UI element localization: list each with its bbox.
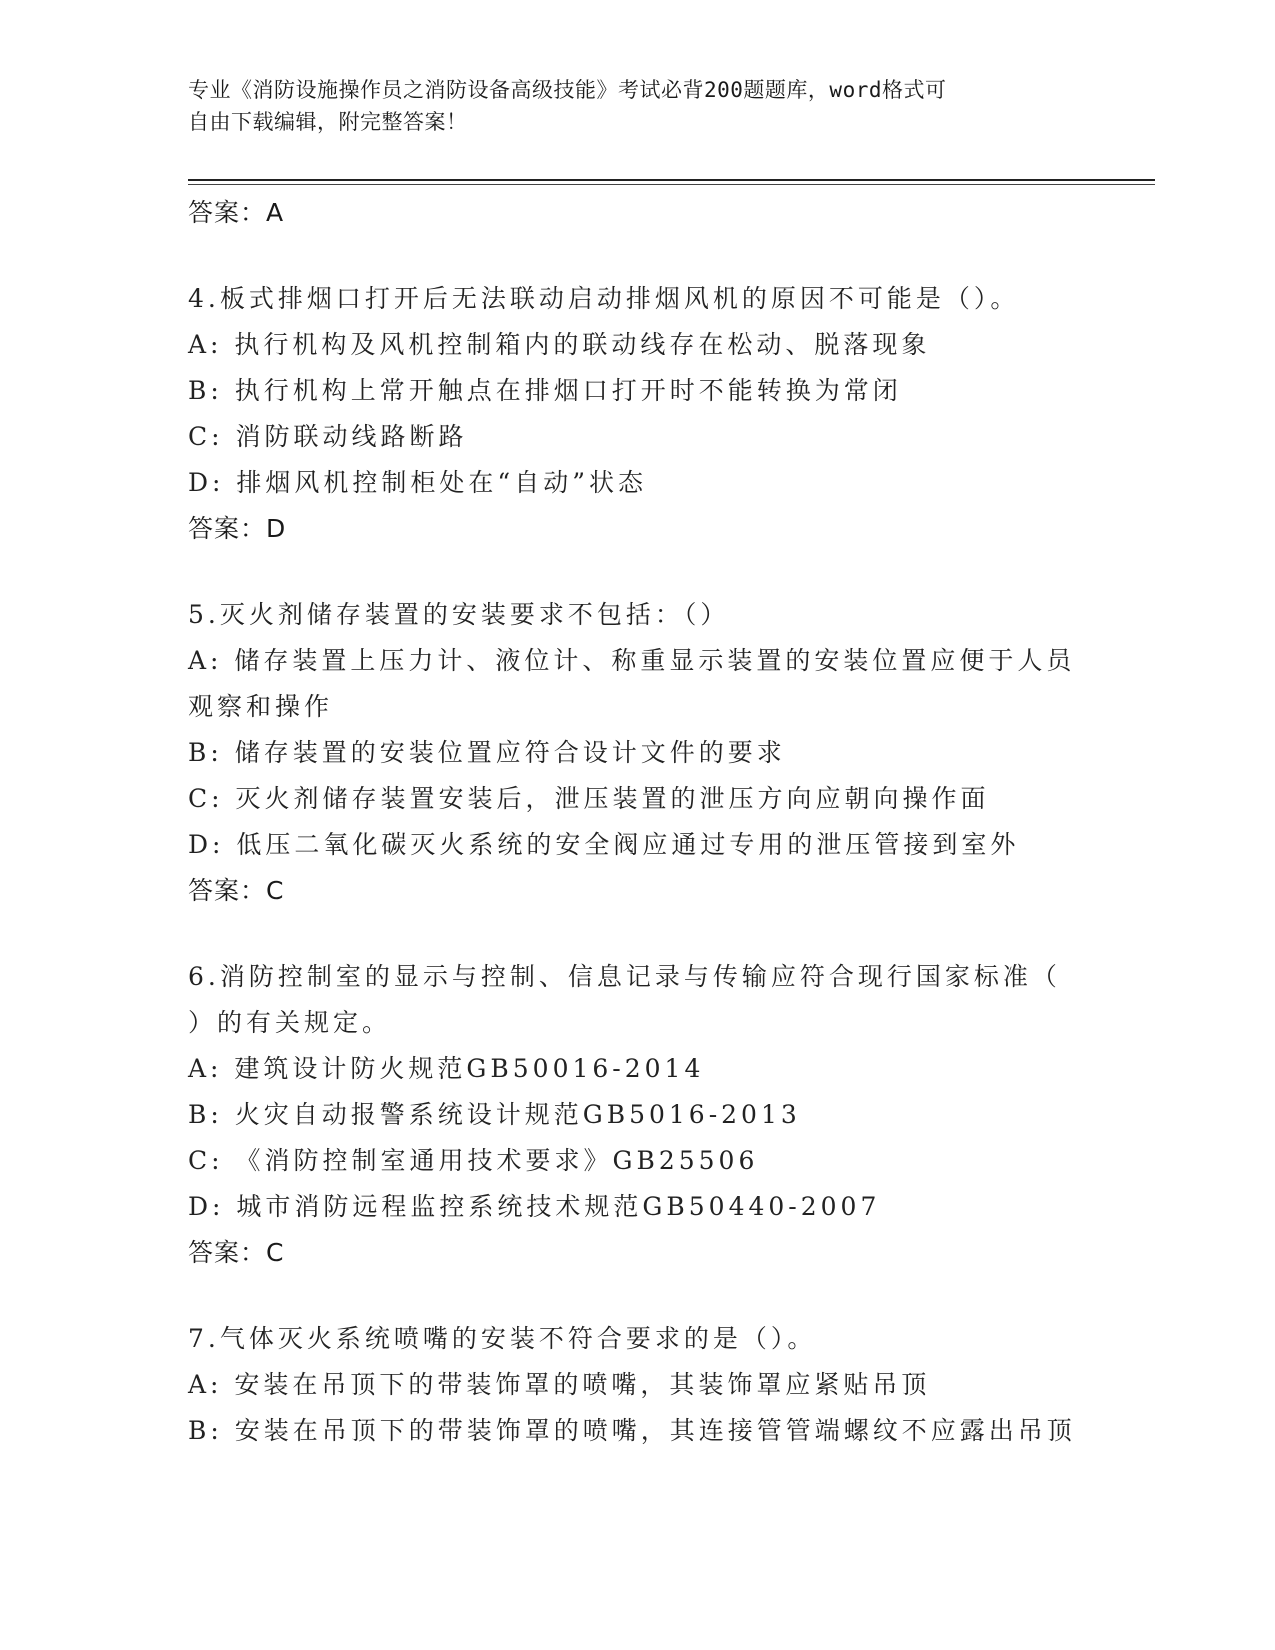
- question-stem: 7.气体灭火系统喷嘴的安装不符合要求的是（）。: [188, 1324, 817, 1353]
- question-block: [188, 276, 1088, 552]
- answer-line: 答案：D: [188, 514, 287, 543]
- answer-option: B: 执行机构上常开触点在排烟口打开时不能转换为常闭: [188, 376, 902, 405]
- question-block: [188, 954, 1088, 1276]
- question-block: [188, 1316, 1088, 1454]
- answer-option: A: 储存装置上压力计、液位计、称重显示装置的安装位置应便于人员: [188, 646, 1076, 675]
- question-block: [188, 592, 1088, 914]
- answer-line: 答案：C: [188, 876, 285, 905]
- answer-option: A: 执行机构及风机控制箱内的联动线存在松动、脱落现象: [188, 330, 931, 359]
- question-stem: 6.消防控制室的显示与控制、信息记录与传输应符合现行国家标准（: [188, 962, 1061, 991]
- answer-option: C: 《消防控制室通用技术要求》GB25506: [188, 1146, 759, 1175]
- document-body: [188, 190, 1088, 1454]
- answer-option: 观察和操作: [188, 692, 334, 721]
- answer-line: 答案：C: [188, 1238, 285, 1267]
- document-header: [188, 74, 1068, 138]
- answer-option: D: 城市消防远程监控系统技术规范GB50440-2007: [188, 1192, 881, 1221]
- answer-option: B: 火灾自动报警系统设计规范GB5016-2013: [188, 1100, 801, 1129]
- question-stem: ）的有关规定。: [188, 1008, 392, 1037]
- question-gap: [188, 236, 1088, 276]
- question-gap: [188, 1276, 1088, 1316]
- answer-option: C: 消防联动线路断路: [188, 422, 468, 451]
- answer-line: 答案：A: [188, 198, 285, 227]
- answer-option: C: 灭火剂储存装置安装后，泄压装置的泄压方向应朝向操作面: [188, 784, 990, 813]
- answer-option: A: 建筑设计防火规范GB50016-2014: [188, 1054, 705, 1083]
- answer-option: D: 排烟风机控制柜处在“自动”状态: [188, 468, 647, 497]
- header-rule-thick: [188, 179, 1155, 181]
- answer-option: B: 安装在吊顶下的带装饰罩的喷嘴，其连接管管端螺纹不应露出吊顶: [188, 1416, 1076, 1445]
- question-stem: 4.板式排烟口打开后无法联动启动排烟风机的原因不可能是（）。: [188, 284, 1020, 313]
- question-gap: [188, 552, 1088, 592]
- question-gap: [188, 914, 1088, 954]
- question-stem: 5.灭火剂储存装置的安装要求不包括：（）: [188, 600, 730, 629]
- answer-option: D: 低压二氧化碳灭火系统的安全阀应通过专用的泄压管接到室外: [188, 830, 1020, 859]
- header-line-2: 自由下载编辑，附完整答案！: [188, 110, 468, 134]
- header-rule-thin: [188, 184, 1155, 185]
- header-line-1: 专业《消防设施操作员之消防设备高级技能》考试必背200题题库，word格式可: [188, 78, 947, 102]
- answer-option: B: 储存装置的安装位置应符合设计文件的要求: [188, 738, 786, 767]
- answer-option: A: 安装在吊顶下的带装饰罩的喷嘴，其装饰罩应紧贴吊顶: [188, 1370, 931, 1399]
